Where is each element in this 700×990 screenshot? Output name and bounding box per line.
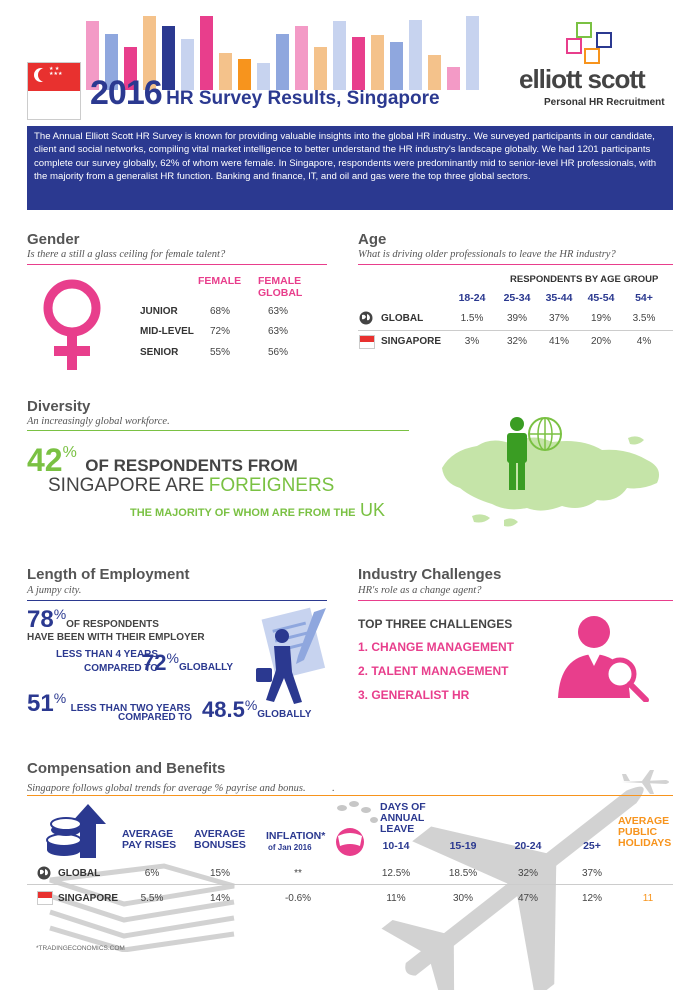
employment-globally-2: GLOBALLY xyxy=(257,709,312,720)
leave-col-header: 10-14 xyxy=(382,840,410,852)
footnote: *TRADINGECONOMICS.COM xyxy=(36,945,125,952)
challenge-item: 1. CHANGE MANAGEMENT xyxy=(358,640,515,654)
singapore-flag: ★ ★ ★★★ xyxy=(27,62,81,120)
diversity-percent-sign: % xyxy=(62,444,77,461)
age-cell: 1.5% xyxy=(460,313,484,324)
employment-stat1-compare-pct: % xyxy=(166,650,179,666)
comp-cell-bonus: 15% xyxy=(209,868,230,879)
brand-logo-squares xyxy=(566,22,614,68)
diversity-subtitle: An increasingly global workforce. xyxy=(27,416,170,427)
singapore-flag-small xyxy=(359,335,375,349)
gender-col-female: FEMALE xyxy=(198,275,242,287)
age-cell: 3.5% xyxy=(632,313,656,324)
employment-stat2: 51 xyxy=(27,690,54,717)
age-col-header: 18-24 xyxy=(458,292,486,304)
age-cell: 20% xyxy=(590,336,611,347)
leave-col-header: 15-19 xyxy=(449,840,477,852)
age-row-label: SINGAPORE xyxy=(381,336,442,347)
beach-ball-footprints-icon xyxy=(330,800,380,860)
compensation-title: Compensation and Benefits xyxy=(27,760,226,777)
diversity-line3b: UK xyxy=(359,500,385,520)
diversity-line2a: SINGAPORE ARE xyxy=(48,475,205,496)
compensation-divider xyxy=(27,795,673,796)
comp-cell-leave: 18.5% xyxy=(448,868,478,879)
age-col-header: 35-44 xyxy=(545,292,573,304)
coins-arrow-icon xyxy=(44,800,110,862)
employment-stat1-text: OF RESPONDENTS xyxy=(66,619,159,630)
employment-stat2-line2: COMPARED TO xyxy=(118,712,193,723)
age-cell: 39% xyxy=(506,313,527,324)
age-divider xyxy=(358,264,673,265)
employment-stat1-line2: HAVE BEEN WITH THEIR EMPLOYER xyxy=(27,632,205,643)
comp-header-holidays: AVERAGE PUBLIC HOLIDAYS xyxy=(618,815,672,849)
gender-row-global: 63% xyxy=(267,326,288,337)
compensation-subtitle: Singapore follows global trends for average % payrise and bonus. xyxy=(27,783,306,794)
comp-header-pay: AVERAGE PAY RISES xyxy=(122,828,177,851)
gender-title: Gender xyxy=(27,231,80,248)
gender-row-female: 55% xyxy=(209,347,230,358)
age-cell: 41% xyxy=(548,336,569,347)
header-year: 2016 xyxy=(90,74,162,112)
employment-stat1-line3: LESS THAN 4 YEARS xyxy=(56,649,159,660)
singapore-flag-small xyxy=(37,891,53,905)
diversity-percent: 42 xyxy=(27,442,63,478)
comp-header-leave: DAYS OF ANNUAL LEAVE xyxy=(380,801,426,835)
comp-cell-pay: 6% xyxy=(144,868,160,879)
gender-row-global: 63% xyxy=(267,306,288,317)
intro-text: The Annual Elliott Scott HR Survey is known for providing valuable insights into the global HR industry.. We surveyed participants in our candidate, client and social networks, compiling vital market intelligence to better understand the HR industry's landscape globally. We had 1201 participants complete our survey globally, 62% of whom were female. In Singapore, respondents were predominantly mid to senior-level HR professionals, with the majority from a generalist HR function. Banking and finance, IT, and oil and gas were the top three global sectors. xyxy=(34,131,657,183)
gender-subtitle: Is there a still a glass ceiling for female talent? xyxy=(27,249,226,260)
comp-cell-holidays: 11 xyxy=(642,893,654,904)
brand-tagline: Personal HR Recruitment xyxy=(544,97,665,108)
comp-cell-leave: 32% xyxy=(517,868,538,879)
comp-row-label: SINGAPORE xyxy=(58,893,119,904)
employment-stat2-compare-pct: % xyxy=(244,697,258,713)
leave-col-header: 25+ xyxy=(583,840,601,852)
diversity-line2b: FOREIGNERS xyxy=(208,475,335,496)
header-decor-bar xyxy=(466,16,479,90)
gender-row-label: MID-LEVEL xyxy=(140,326,194,337)
challenges-title: Industry Challenges xyxy=(358,566,502,583)
person-globe-icon xyxy=(503,414,565,492)
age-cell: 4% xyxy=(636,336,652,347)
comp-cell-leave: 12% xyxy=(581,893,602,904)
employment-divider xyxy=(27,600,327,601)
challenge-item: 2. TALENT MANAGEMENT xyxy=(358,664,509,678)
gender-divider xyxy=(27,264,327,265)
age-col-header: 25-34 xyxy=(503,292,531,304)
gender-row-label: JUNIOR xyxy=(140,306,178,317)
comp-row-divider xyxy=(27,884,673,885)
small-plane-icon xyxy=(620,768,672,796)
diversity-line1: OF RESPONDENTS FROM xyxy=(85,456,298,475)
gender-row-female: 72% xyxy=(209,326,230,337)
leave-col-header: 20-24 xyxy=(514,840,542,852)
comp-header-inflation-sub: of Jan 2016 xyxy=(268,843,312,852)
employment-stat1: 78 xyxy=(27,606,54,633)
challenges-subtitle: HR's role as a change agent? xyxy=(358,585,482,596)
comp-cell-leave: 30% xyxy=(452,893,473,904)
comp-cell-leave: 47% xyxy=(517,893,538,904)
comp-header-bonus: AVERAGE BONUSES xyxy=(194,828,246,851)
female-symbol-icon xyxy=(38,276,106,372)
comp-row-label: GLOBAL xyxy=(58,868,101,879)
challenge-item: 3. GENERALIST HR xyxy=(358,688,470,702)
employment-stat2-compare: 48.5 xyxy=(202,697,245,722)
age-cell: 32% xyxy=(506,336,527,347)
search-person-icon xyxy=(552,612,662,702)
comp-cell-inflation: -0.6% xyxy=(284,893,312,904)
employment-stat1-compare: 72 xyxy=(142,650,167,675)
challenges-divider xyxy=(358,600,673,601)
age-row-label: GLOBAL xyxy=(381,313,424,324)
gender-row-female: 68% xyxy=(209,306,230,317)
diversity-line3a: THE MAJORITY OF WHOM ARE FROM THE xyxy=(130,507,356,519)
employment-stat2-pct: % xyxy=(53,690,67,706)
globe-icon xyxy=(37,866,51,880)
header-decor-bar xyxy=(447,67,460,90)
header-title: HR Survey Results, Singapore xyxy=(166,88,440,109)
age-col-header: 54+ xyxy=(635,292,653,304)
employment-globally: GLOBALLY xyxy=(178,662,234,673)
globe-icon xyxy=(359,311,373,325)
comp-header-inflation: INFLATION* xyxy=(266,830,326,842)
diversity-title: Diversity xyxy=(27,398,91,415)
diversity-divider xyxy=(27,430,409,431)
gender-row-global: 56% xyxy=(267,347,288,358)
comp-cell-bonus: 14% xyxy=(209,893,230,904)
intro-box xyxy=(27,126,673,210)
employment-title: Length of Employment xyxy=(27,566,190,583)
employment-stat1-line4: COMPARED TO xyxy=(84,663,159,674)
age-group-header: RESPONDENTS BY AGE GROUP xyxy=(510,274,659,285)
compensation-subtitle-dot: . xyxy=(332,783,335,794)
gender-col-female-global: FEMALE GLOBAL xyxy=(258,275,303,299)
comp-cell-leave: 11% xyxy=(386,893,406,904)
gender-row-label: SENIOR xyxy=(140,347,179,358)
employment-stat1-pct: % xyxy=(53,606,67,622)
running-worker-icon xyxy=(246,602,338,712)
age-col-header: 45-54 xyxy=(587,292,615,304)
age-subtitle: What is driving older professionals to leave the HR industry? xyxy=(358,249,616,260)
age-cell: 37% xyxy=(548,313,569,324)
brand-name: elliott scott xyxy=(519,64,645,94)
employment-subtitle: A jumpy city. xyxy=(27,585,82,596)
age-cell: 3% xyxy=(464,336,480,347)
comp-cell-inflation: ** xyxy=(294,868,302,879)
comp-cell-leave: 12.5% xyxy=(381,868,411,879)
age-title: Age xyxy=(358,231,387,248)
challenges-heading: TOP THREE CHALLENGES xyxy=(358,617,513,631)
employment-stat2-line1: LESS THAN TWO YEARS xyxy=(70,703,191,714)
age-row-divider xyxy=(358,330,673,331)
comp-cell-leave: 37% xyxy=(581,868,602,879)
age-cell: 19% xyxy=(590,313,611,324)
comp-cell-pay: 5.5% xyxy=(140,893,164,904)
